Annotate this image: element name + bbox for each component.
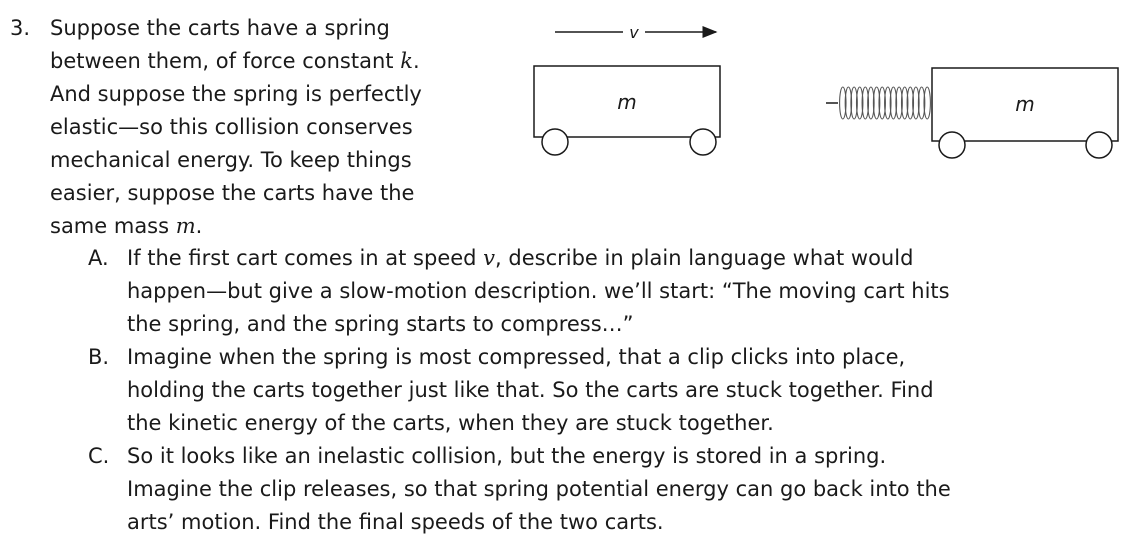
intro-text: between them, of force constant xyxy=(50,49,401,73)
cart-2-mass-label: m xyxy=(1015,92,1035,116)
intro-line: elastic—so this collision conserves xyxy=(50,115,413,139)
cart-1-wheel-left xyxy=(542,129,568,155)
cart-1-mass-label: m xyxy=(617,90,637,114)
cart-2-wheel-left xyxy=(939,132,965,158)
cart-1-wheel-right xyxy=(690,129,716,155)
subpart-b xyxy=(88,341,1128,440)
subpart-line: arts’ motion. Find the final speeds of the two carts. xyxy=(127,510,664,534)
velocity-label: v xyxy=(629,23,639,42)
subpart-line: the spring, and the spring starts to compress…” xyxy=(127,312,634,336)
intro-text: . xyxy=(412,49,420,73)
cart-2 xyxy=(932,68,1118,158)
intro-text: same mass xyxy=(50,214,176,238)
subpart-a xyxy=(88,242,1128,341)
cart-1 xyxy=(534,66,720,155)
subpart-line: Imagine the clip releases, so that spring potential energy can go back into the xyxy=(127,477,951,501)
problem-number: 3. xyxy=(10,16,31,40)
spring-icon xyxy=(826,87,930,119)
intro-line: mechanical energy. To keep things xyxy=(50,148,412,172)
subpart-line xyxy=(127,242,1128,275)
subpart-line: So it looks like an inelastic collision, but the energy is stored in a spring. xyxy=(127,444,887,468)
cart-2-wheel-right xyxy=(1086,132,1112,158)
subpart-line: holding the carts together just like that. So the carts are stuck together. Find xyxy=(127,378,934,402)
carts-diagram xyxy=(520,10,1130,170)
subpart-letter: C. xyxy=(88,444,110,468)
subparts-list xyxy=(88,242,1128,539)
intro-text: . xyxy=(195,214,203,238)
speed-symbol: v xyxy=(483,246,496,270)
velocity-arrow xyxy=(555,23,716,42)
subpart-text: , describe in plain language what would xyxy=(495,246,914,270)
subpart-line: the kinetic energy of the carts, when they are stuck together. xyxy=(127,411,774,435)
subpart-line: Imagine when the spring is most compressed, that a clip clicks into place, xyxy=(127,345,906,369)
intro-line xyxy=(50,45,490,78)
subpart-letter: A. xyxy=(88,246,109,270)
intro-line: easier, suppose the carts have the xyxy=(50,181,415,205)
subpart-c xyxy=(88,440,1128,539)
problem-intro xyxy=(50,12,490,243)
intro-line: Suppose the carts have a spring xyxy=(50,16,390,40)
carts-diagram-svg xyxy=(520,10,1130,170)
subpart-letter: B. xyxy=(88,345,110,369)
subpart-text: If the first cart comes in at speed xyxy=(127,246,484,270)
intro-line xyxy=(50,210,490,243)
intro-line: And suppose the spring is perfectly xyxy=(50,82,422,106)
mass-symbol: m xyxy=(175,214,196,238)
subpart-line: happen—but give a slow-motion description. we’ll start: “The moving cart hits xyxy=(127,279,950,303)
force-constant-symbol: k xyxy=(400,49,413,73)
